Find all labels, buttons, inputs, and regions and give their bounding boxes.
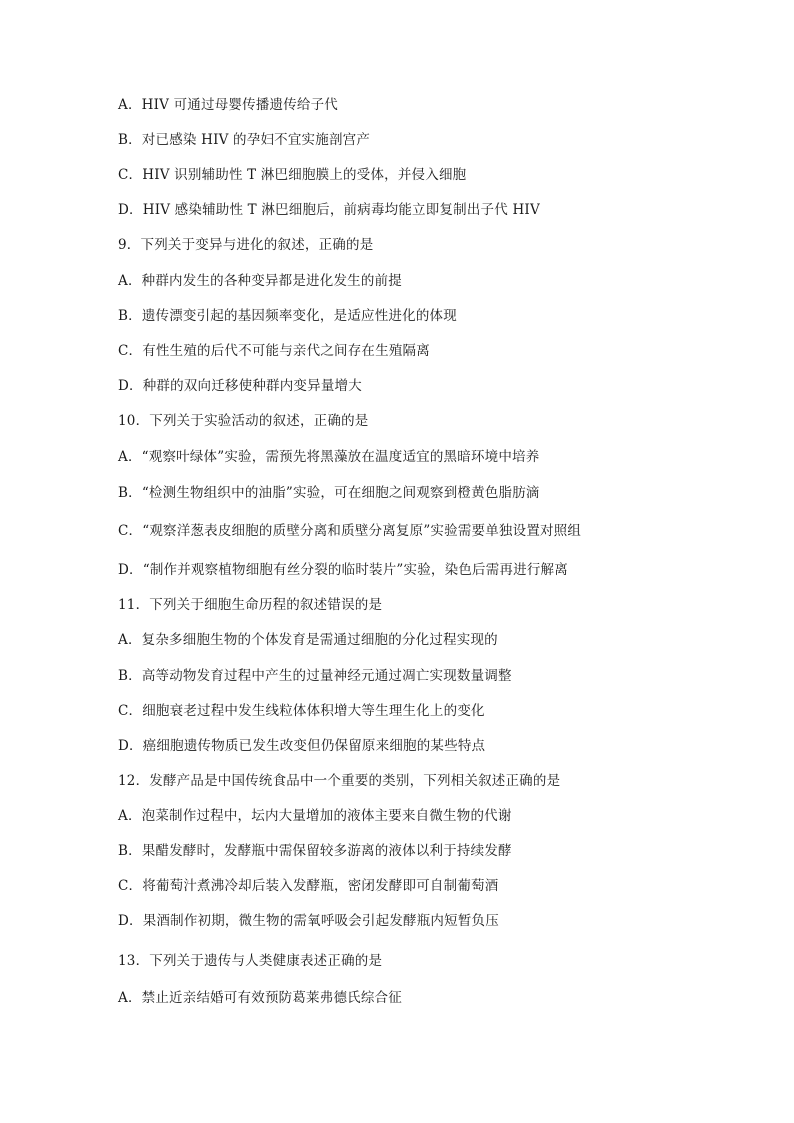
question-9: 9．下列关于变异与进化的叙述，正确的是 — [118, 237, 374, 253]
option-9b: B．遗传漂变引起的基因频率变化，是适应性进化的体现 — [118, 308, 457, 324]
option-9a: A．种群内发生的各种变异都是进化发生的前提 — [118, 273, 402, 289]
option-11b: B．高等动物发育过程中产生的过量神经元通过凋亡实现数量调整 — [118, 668, 512, 684]
option-12a: A．泡菜制作过程中，坛内大量增加的液体主要来自微生物的代谢 — [118, 808, 512, 824]
option-9c: C．有性生殖的后代不可能与亲代之间存在生殖隔离 — [118, 343, 430, 359]
option-10d: D．“制作并观察植物细胞有丝分裂的临时装片”实验，染色后需再进行解离 — [118, 562, 568, 578]
option-9d: D．种群的双向迁移使种群内变异量增大 — [118, 378, 362, 394]
option-12c: C．将葡萄汁煮沸冷却后装入发酵瓶，密闭发酵即可自制葡萄酒 — [118, 878, 499, 894]
question-10: 10．下列关于实验活动的叙述，正确的是 — [118, 413, 369, 429]
question-11: 11．下列关于细胞生命历程的叙述错误的是 — [118, 597, 383, 613]
option-11a: A．复杂多细胞生物的个体发育是需通过细胞的分化过程实现的 — [118, 632, 498, 648]
option-8d: D．HIV 感染辅助性 T 淋巴细胞后，前病毒均能立即复制出子代 HIV — [118, 202, 540, 218]
question-13: 13．下列关于遗传与人类健康表述正确的是 — [118, 953, 383, 969]
option-12b: B．果醋发酵时，发酵瓶中需保留较多游离的液体以利于持续发酵 — [118, 843, 512, 859]
option-10b: B．“检测生物组织中的油脂”实验，可在细胞之间观察到橙黄色脂肪滴 — [118, 485, 540, 501]
question-12: 12．发酵产品是中国传统食品中一个重要的类别，下列相关叙述正确的是 — [118, 773, 561, 789]
option-8b: B．对已感染 HIV 的孕妇不宜实施剖宫产 — [118, 132, 371, 148]
option-8a: A．HIV 可通过母婴传播遗传给子代 — [118, 97, 338, 113]
option-8c: C．HIV 识别辅助性 T 淋巴细胞膜上的受体，并侵入细胞 — [118, 167, 467, 183]
option-13a: A．禁止近亲结婚可有效预防葛莱弗德氏综合征 — [118, 990, 402, 1006]
option-10a: A．“观察叶绿体”实验，需预先将黑藻放在温度适宜的黑暗环境中培养 — [118, 449, 540, 465]
option-12d: D．果酒制作初期，微生物的需氧呼吸会引起发酵瓶内短暂负压 — [118, 913, 499, 929]
option-11c: C．细胞衰老过程中发生线粒体体积增大等生理生化上的变化 — [118, 703, 485, 719]
option-10c: C．“观察洋葱表皮细胞的质壁分离和质壁分离复原”实验需要单独设置对照组 — [118, 523, 582, 539]
option-11d: D．癌细胞遗传物质已发生改变但仍保留原来细胞的某些特点 — [118, 738, 486, 754]
